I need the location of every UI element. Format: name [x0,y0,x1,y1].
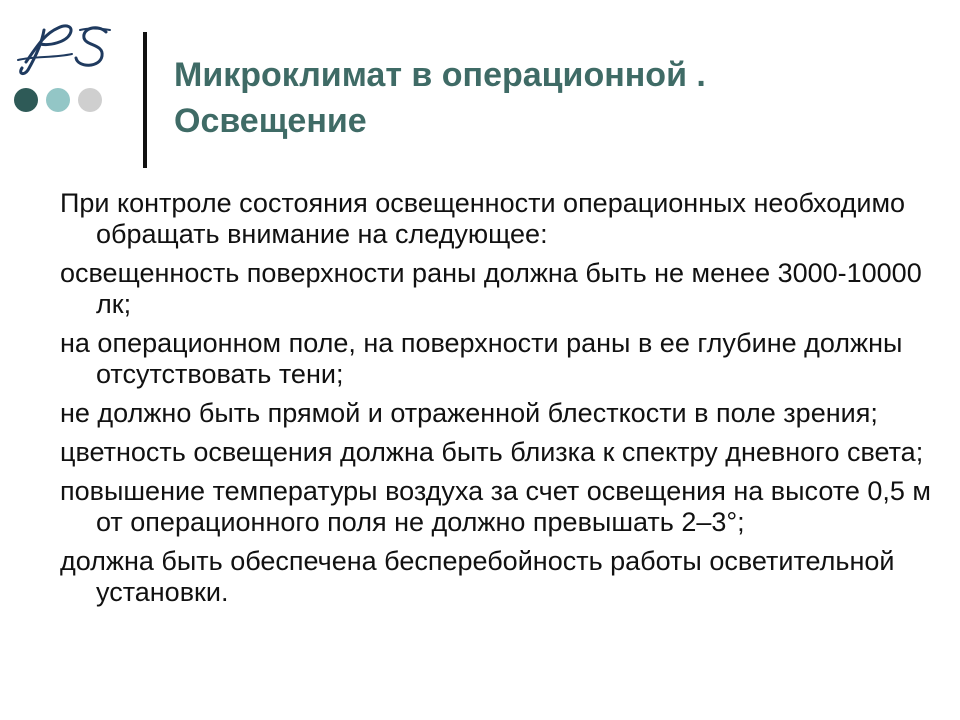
body-paragraph: освещенность поверхности раны должна быть не менее 3000-10000 лк; [60,258,922,319]
body-paragraph: на операционном поле, на поверхности раны в ее глубине должны отсутствовать тени; [60,328,903,389]
body-paragraph: цветность освещения должна быть близка к спектру дневного света; [60,437,924,467]
decorative-dots [14,86,102,114]
body-paragraph: не должно быть прямой и отраженной блесткости в поле зрения; [60,398,878,428]
title-divider [143,32,147,168]
body-paragraph: повышение температуры воздуха за счет освещения на высоте 0,5 м от операционного поля не должно превышать 2–3°; [60,476,931,537]
slide-body [60,188,940,616]
slide-title [174,52,934,144]
body-paragraph: должна быть обеспечена бесперебойность работы осветительной установки. [60,546,895,607]
dot-gray [78,88,102,112]
slide-title-line-2: Освещение [174,102,367,140]
dot-dark [14,88,38,112]
body-paragraph: При контроле состояния освещенности операционных необходимо обращать внимание на следующее: [60,188,906,249]
slide-title-line-1: Микроклимат в операционной . [174,56,706,94]
ps-logo [14,18,120,78]
dot-light [46,88,70,112]
